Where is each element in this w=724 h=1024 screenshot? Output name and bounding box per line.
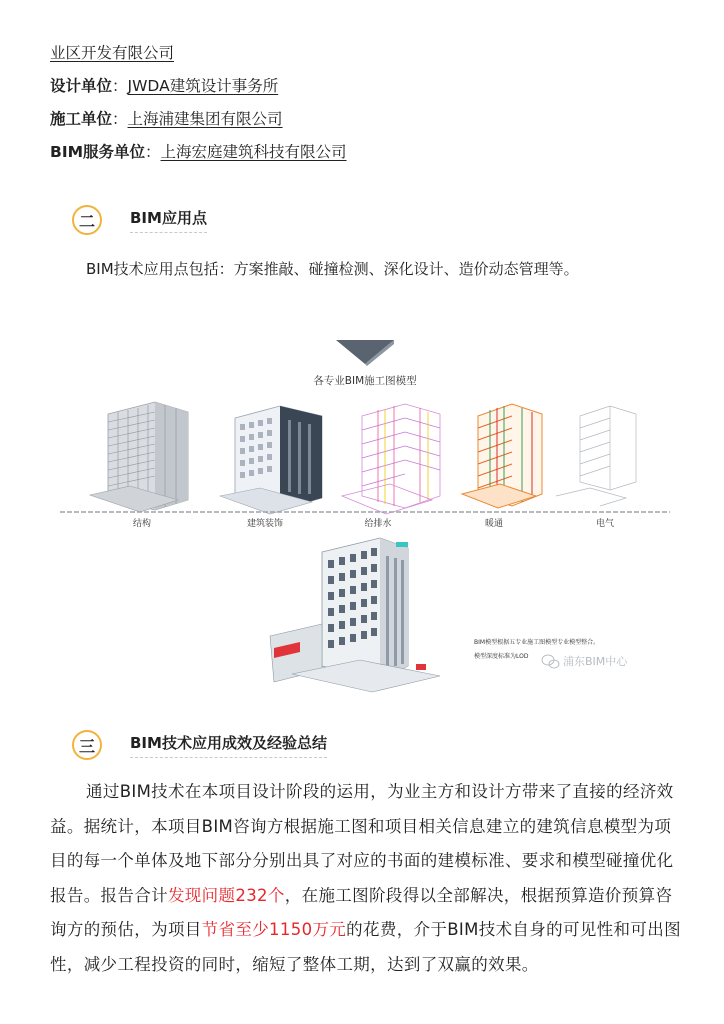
bim-service-line: [50, 141, 347, 163]
down-arrow-icon: [336, 340, 394, 364]
section-3-number-badge: [72, 730, 102, 760]
text-run: 询方的预估，为项目: [50, 920, 202, 939]
builder-separator: ：: [112, 110, 128, 128]
figure-note-2: 模型深度标准为LOD: [474, 653, 529, 660]
structure-model-icon: [90, 402, 188, 512]
wechat-watermark-icon: [542, 655, 559, 668]
electrical-model-icon: [556, 406, 636, 506]
paragraph-line: [50, 913, 680, 948]
section-2-intro: BIM技术应用点包括：方案推敲、碰撞检测、深化设计、造价动态管理等。: [86, 260, 579, 278]
text-run: 的花费，介于BIM技术自身的可见性和可出图: [346, 920, 681, 939]
text-run: 报告。报告合计: [50, 885, 168, 905]
text-run: 性，减少工程投资的同时，缩短了整体工期，达到了双赢的效果。: [50, 954, 539, 974]
architecture-model-icon: [220, 406, 322, 514]
designer-value: JWDA建筑设计事务所: [127, 77, 279, 95]
text-run: 通过BIM技术在本项目设计阶段的运用，为业主方和设计方带来了直接的经济效: [86, 782, 674, 801]
figure-watermark: 浦东BIM中心: [563, 655, 628, 668]
discipline-label: 建筑装饰: [246, 519, 284, 529]
highlight-cost-saving: 节省至少1150万元: [201, 920, 347, 939]
section-2-title: BIM应用点: [130, 207, 207, 233]
discipline-label: 结构: [132, 519, 152, 529]
bim-models-figure: [60, 330, 670, 700]
designer-line: [50, 75, 278, 97]
text-run: ，在施工图阶段得以全部解决，根据预算造价预算咨: [284, 885, 673, 905]
figure-title: 各专业BIM施工图模型: [313, 375, 417, 387]
bim-service-value: 上海宏庭建筑科技有限公司: [160, 143, 347, 161]
section-3-title: BIM技术应用成效及经验总结: [130, 732, 327, 758]
builder-label: 施工单位: [50, 110, 113, 128]
section-2-number: 二: [78, 211, 95, 231]
designer-label: 设计单位: [50, 77, 113, 95]
plumbing-model-icon: [342, 404, 440, 514]
figure-note-1: BIM模型根据五专业施工图模型专业模型整合。: [474, 639, 600, 646]
section-3-number: 三: [78, 736, 95, 756]
section-3-heading: [72, 730, 327, 760]
owner-value: 业区开发有限公司: [50, 44, 175, 62]
owner-line: [50, 42, 174, 64]
highlight-issues-found: 发现问题232个: [167, 885, 285, 905]
section-2-heading: [72, 205, 207, 235]
paragraph-line: [50, 775, 680, 810]
discipline-label: 暖通: [484, 519, 504, 529]
designer-separator: ：: [112, 77, 128, 95]
discipline-label: 给排水: [364, 519, 392, 529]
text-run: 益。据统计，本项目BIM咨询方根据施工图和项目相关信息建立的建筑信息模型为项: [50, 816, 672, 836]
section-3-paragraph: [50, 775, 680, 982]
hvac-model-icon: [462, 404, 542, 508]
text-run: 目的每一个单体及地下部分分别出具了对应的书面的建模标准、要求和模型碰撞优化: [50, 851, 674, 870]
section-2-number-badge: [72, 205, 102, 235]
paragraph-line: [50, 948, 680, 983]
paragraph-line: [50, 844, 680, 879]
paragraph-line: [50, 879, 680, 914]
integrated-model-icon: [270, 538, 440, 692]
bim-service-label: BIM服务单位: [50, 143, 146, 161]
builder-value: 上海浦建集团有限公司: [127, 110, 283, 128]
bim-service-separator: ：: [145, 143, 161, 161]
bim-models-illustration: [60, 330, 670, 700]
builder-line: [50, 108, 283, 130]
paragraph-line: [50, 810, 680, 845]
discipline-label: 电气: [595, 519, 615, 529]
